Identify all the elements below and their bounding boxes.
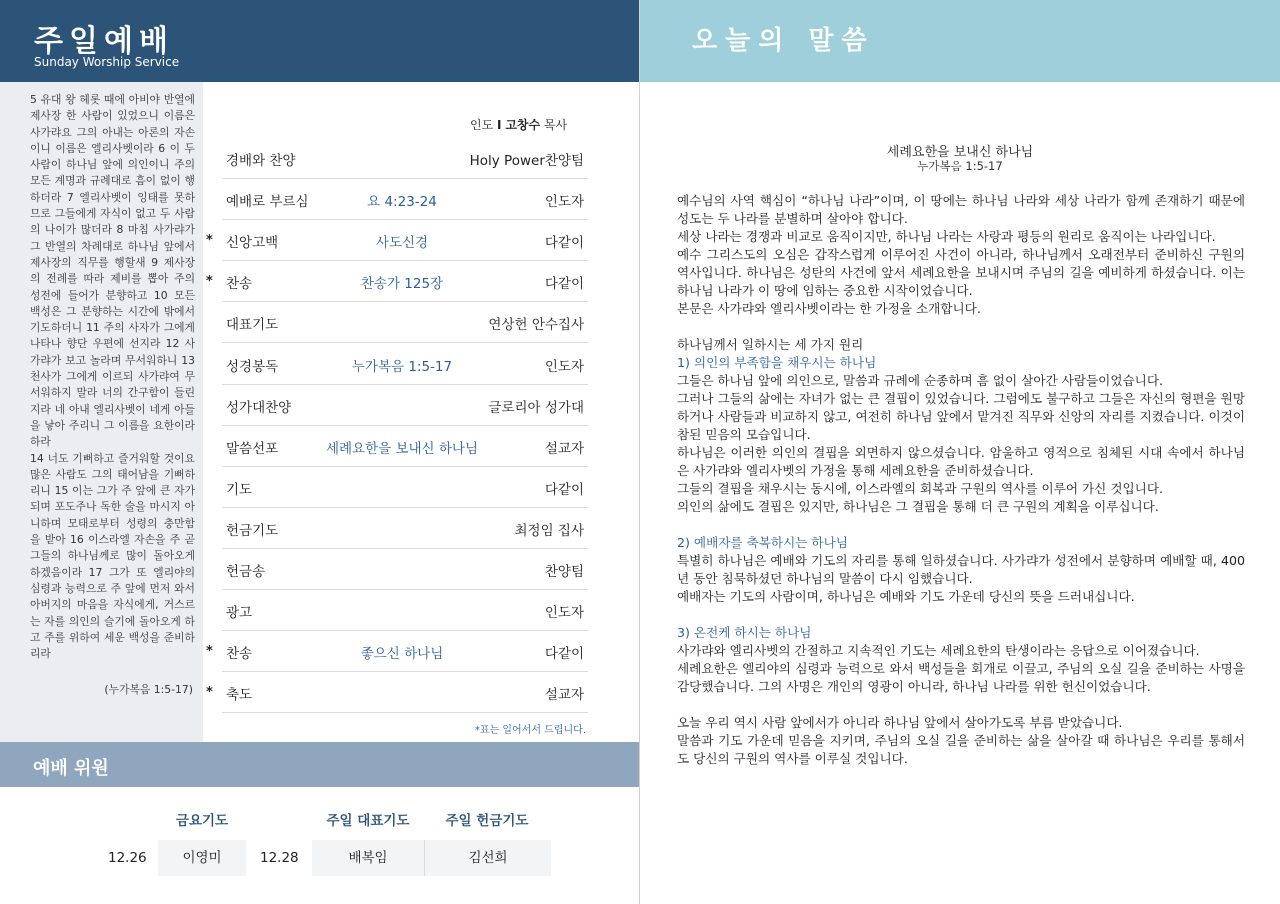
order-item-name: 말씀선포 xyxy=(226,440,279,457)
page-subtitle: Sunday Worship Service xyxy=(34,55,180,69)
order-item-detail: 사도신경 xyxy=(375,235,429,252)
order-item-responsible: 인도자 xyxy=(544,358,584,375)
staff-section-title: 예배 위원 xyxy=(33,758,109,779)
order-item-responsible: 다같이 xyxy=(544,276,584,293)
right-header xyxy=(640,0,1280,82)
scripture-reference: (누가복음 1:5-17) xyxy=(104,683,193,696)
order-item-name: 찬송 xyxy=(226,276,253,293)
sermon-paragraph: 예수 그리스도의 오심은 갑작스럽게 이루어진 사건이 아니라, 하나님께서 오래전부터 준비하신 구원의 역사입니다. 하나님은 성탄의 사건에 앞서 세례요한을 보내시며 주님의 길을 예비하게 하셨습니다. 이는 하나님 나라가 이 땅에 임하는 중요한 시작이었습니다. xyxy=(677,247,1245,298)
order-row xyxy=(206,631,588,672)
leader-separator: I xyxy=(497,118,502,132)
staff-name-sunday-prayer: 배복임 xyxy=(312,840,424,876)
staff-date-friday: 12.26 xyxy=(108,850,147,866)
order-item-name: 찬송 xyxy=(226,646,253,663)
order-item-name: 헌금기도 xyxy=(226,522,279,539)
order-row xyxy=(206,261,588,302)
order-item-responsible: 다같이 xyxy=(544,646,584,663)
order-row xyxy=(222,467,588,508)
order-item-responsible: 설교자 xyxy=(544,440,584,457)
order-star: * xyxy=(206,685,213,701)
leader-name: 고창수 xyxy=(505,118,541,132)
order-item-name: 성가대찬양 xyxy=(226,399,292,416)
right-page xyxy=(640,0,1280,904)
order-item-detail: 요 4:23-24 xyxy=(367,194,437,211)
staff-name-friday: 이영미 xyxy=(158,840,246,876)
order-item-name: 대표기도 xyxy=(226,317,279,334)
sermon-paragraph: 하나님께서 일하시는 세 가지 원리 xyxy=(677,337,864,352)
page-title: 주일예배 xyxy=(34,24,174,59)
paragraph-gap xyxy=(677,696,1245,714)
order-item-responsible: 인도자 xyxy=(544,194,584,211)
order-row xyxy=(222,179,588,220)
sermon-paragraph: 세례요한은 엘리야의 심령과 능력으로 와서 백성들을 회개로 이끌고, 주님의 오실 길을 준비하는 사명을 감당했습니다. 그의 사명은 개인의 영광이 아니라, 하나님 나라를 위한 헌신이었습니다. xyxy=(677,661,1245,694)
order-row xyxy=(222,344,588,385)
staff-date-sunday: 12.28 xyxy=(260,850,299,866)
sermon-paragraph: 그들의 결핍을 채우시는 동시에, 이스라엘의 회복과 구원의 역사를 이루어 가신 것입니다. xyxy=(677,481,1163,496)
leader-title: 목사 xyxy=(543,118,568,132)
paragraph-gap xyxy=(677,318,1245,336)
order-row xyxy=(206,220,588,261)
order-item-detail: 세례요한을 보내신 하나님 xyxy=(325,440,479,457)
staff-section-header xyxy=(0,742,640,787)
order-item-name: 신앙고백 xyxy=(226,235,279,252)
order-row xyxy=(222,549,588,590)
order-row xyxy=(222,138,588,179)
sermon-point-heading: 2) 예배자를 축복하시는 하나님 xyxy=(677,535,848,550)
order-star: * xyxy=(206,233,213,249)
sermon-paragraph: 사가랴와 엘리사벳의 간절하고 지속적인 기도는 세례요한의 탄생이라는 응답으로 이어졌습니다. xyxy=(677,643,1200,658)
order-item-detail: 좋으신 하나님 xyxy=(360,646,444,663)
order-item-name: 축도 xyxy=(226,687,253,704)
staff-header-friday: 금요기도 xyxy=(158,802,246,842)
worship-leader xyxy=(470,116,567,133)
order-item-responsible: 설교자 xyxy=(544,687,584,704)
sermon-title: 세례요한을 보내신 하나님 xyxy=(886,145,1034,160)
order-item-responsible: Holy Power찬양팀 xyxy=(469,153,584,169)
order-row xyxy=(222,302,588,343)
order-item-responsible: 최정임 집사 xyxy=(514,522,584,539)
paragraph-gap xyxy=(677,516,1245,534)
order-item-name: 광고 xyxy=(226,605,253,622)
sermon-paragraph: 특별히 하나님은 예배와 기도의 자리를 통해 일하셨습니다. 사가랴가 성전에서 분향하며 예배할 때, 400년 동안 침묵하셨던 하나님의 말씀이 다시 임했습니다. xyxy=(677,553,1245,586)
scripture-text: 5 유대 왕 헤롯 때에 아비야 반열에 제사장 한 사람이 있었으니 이름은 사가랴요 그의 아내는 아론의 자손이니 이름은 엘리사벳이라 6 이 두 사람이 하나님 앞에 의인이니 주의 모든 계명과 규례대로 흠이 없이 행하더라 7 엘리사벳이 잉태를 못하므로 그들에게 자식이 없고 두 사람의 나이가 많더라 8 마침 사가랴가 그 반열의 차례대로 하나님 앞에서 제사장의 직무를 행할새 9 제사장의 전례를 따라 제비를 뽑아 주의 성전에 들어가 분향하고 10 모든 백성은 그 분향하는 시간에 밖에서 기도하더니 11 주의 사자가 그에게 나타나 향단 우편에 선지라 12 사가랴가 보고 놀라며 무서워하니 13 천사가 그에게 이르되 사가랴여 무서워하지 말라 너의 간구함이 들린지라 네 아내 엘리사벳이 네게 아들을 낳아 주리니 그 이름을 요한이라 하라 14 너도 기뻐하고 즐거워할 것이요 많은 사람도 그의 태어남을 기뻐하리니 15 이는 그가 주 앞에 큰 자가 되며 포도주나 독한 술을 마시지 아니하며 모태로부터 성령의 충만함을 받아 16 이스라엘 자손을 주 곧 그들의 하나님께로 많이 돌아오게 하겠음이라 17 그가 또 엘리야의 심령과 능력으로 주 앞에 먼저 와서 아버지의 마음을 자식에게, 거스르는 자를 의인의 슬기에 돌아오게 하고 주를 위하여 세운 백성을 준비하리라 xyxy=(30,93,195,661)
order-row xyxy=(222,385,588,426)
order-item-responsible: 글로리아 성가대 xyxy=(488,399,584,416)
sermon-point-heading: 3) 온전케 하시는 하나님 xyxy=(677,625,812,640)
sermon-paragraph: 하나님은 이러한 의인의 결핍을 외면하지 않으셨습니다. 암울하고 영적으로 침체된 시대 속에서 하나님은 사가랴와 엘리사벳의 가정을 통해 세례요한을 준비하셨습니다. xyxy=(677,445,1245,478)
order-row xyxy=(206,672,588,713)
sermon-paragraph: 그러나 그들의 삶에는 자녀가 없는 큰 결핍이 있었습니다. 그럼에도 불구하고 그들은 자신의 형편을 원망하거나 사람들과 비교하지 않고, 여전히 하나님 앞에서 맡겨진 직무와 신앙의 자리를 지켰습니다. 이것이 참된 믿음의 모습입니다. xyxy=(677,391,1245,442)
staff-header-sunday-offering: 주일 헌금기도 xyxy=(424,802,550,842)
staff-header-sunday-prayer: 주일 대표기도 xyxy=(312,802,424,842)
order-item-detail: 찬송가 125장 xyxy=(360,276,444,293)
order-item-responsible: 찬양팀 xyxy=(544,564,584,580)
sermon-body xyxy=(677,192,1245,768)
order-item-responsible: 연상헌 안수집사 xyxy=(488,317,584,334)
order-item-name: 경배와 찬양 xyxy=(226,153,296,169)
left-header xyxy=(0,0,640,82)
order-row xyxy=(222,508,588,549)
order-item-name: 성경봉독 xyxy=(226,358,279,375)
order-row xyxy=(222,590,588,631)
order-star: * xyxy=(206,644,213,660)
standing-note: *표는 일어서서 드립니다. xyxy=(474,725,586,736)
sermon-paragraph: 오늘 우리 역시 사람 앞에서가 아니라 하나님 앞에서 살아가도록 부름 받았습니다. xyxy=(677,715,1123,730)
order-item-detail: 누가복음 1:5-17 xyxy=(351,358,453,375)
sermon-reference: 누가복음 1:5-17 xyxy=(917,159,1003,173)
order-star: * xyxy=(206,274,213,290)
leader-role: 인도 xyxy=(470,118,494,132)
sermon-paragraph: 예수님의 사역 핵심이 “하나님 나라”이며, 이 땅에는 하나님 나라와 세상 나라가 함께 존재하기 때문에 성도는 두 나라를 분별하며 살아야 합니다. xyxy=(677,193,1245,226)
sermon-paragraph: 의인의 삶에도 결핍은 있지만, 하나님은 그 결핍을 통해 더 큰 구원의 계획을 이루십니다. xyxy=(677,499,1159,514)
order-item-responsible: 다같이 xyxy=(544,481,584,498)
sermon-point-heading: 1) 의인의 부족함을 채우시는 하나님 xyxy=(677,355,877,370)
sermon-paragraph: 본문은 사가랴와 엘리사벳이라는 한 가정을 소개합니다. xyxy=(677,301,981,316)
sermon-paragraph: 예배자는 기도의 사람이며, 하나님은 예배와 기도 가운데 당신의 뜻을 드러내십니다. xyxy=(677,589,1135,604)
order-item-responsible: 다같이 xyxy=(544,235,584,252)
order-row xyxy=(222,426,588,467)
order-item-name: 기도 xyxy=(226,481,253,498)
order-item-name: 헌금송 xyxy=(226,564,266,580)
scripture-panel xyxy=(0,82,203,742)
sermon-paragraph: 세상 나라는 경쟁과 비교로 움직이지만, 하나님 나라는 사랑과 평등의 원리로 움직이는 나라입니다. xyxy=(677,229,1216,244)
paragraph-gap xyxy=(677,606,1245,624)
sermon-page-title: 오늘의 말씀 xyxy=(692,26,875,56)
sermon-paragraph: 그들은 하나님 앞에 의인으로, 말씀과 규례에 순종하며 흠 없이 살아간 사람들이었습니다. xyxy=(677,373,1163,388)
staff-name-sunday-offering: 김선희 xyxy=(424,840,551,876)
order-item-name: 예배로 부르심 xyxy=(226,194,309,211)
sermon-paragraph: 말씀과 기도 가운데 믿음을 지키며, 주님의 오실 길을 준비하는 삶을 살아갈 때 하나님은 우리를 통해서도 당신의 구원의 역사를 이루실 것입니다. xyxy=(677,733,1245,766)
order-item-responsible: 인도자 xyxy=(544,605,584,622)
